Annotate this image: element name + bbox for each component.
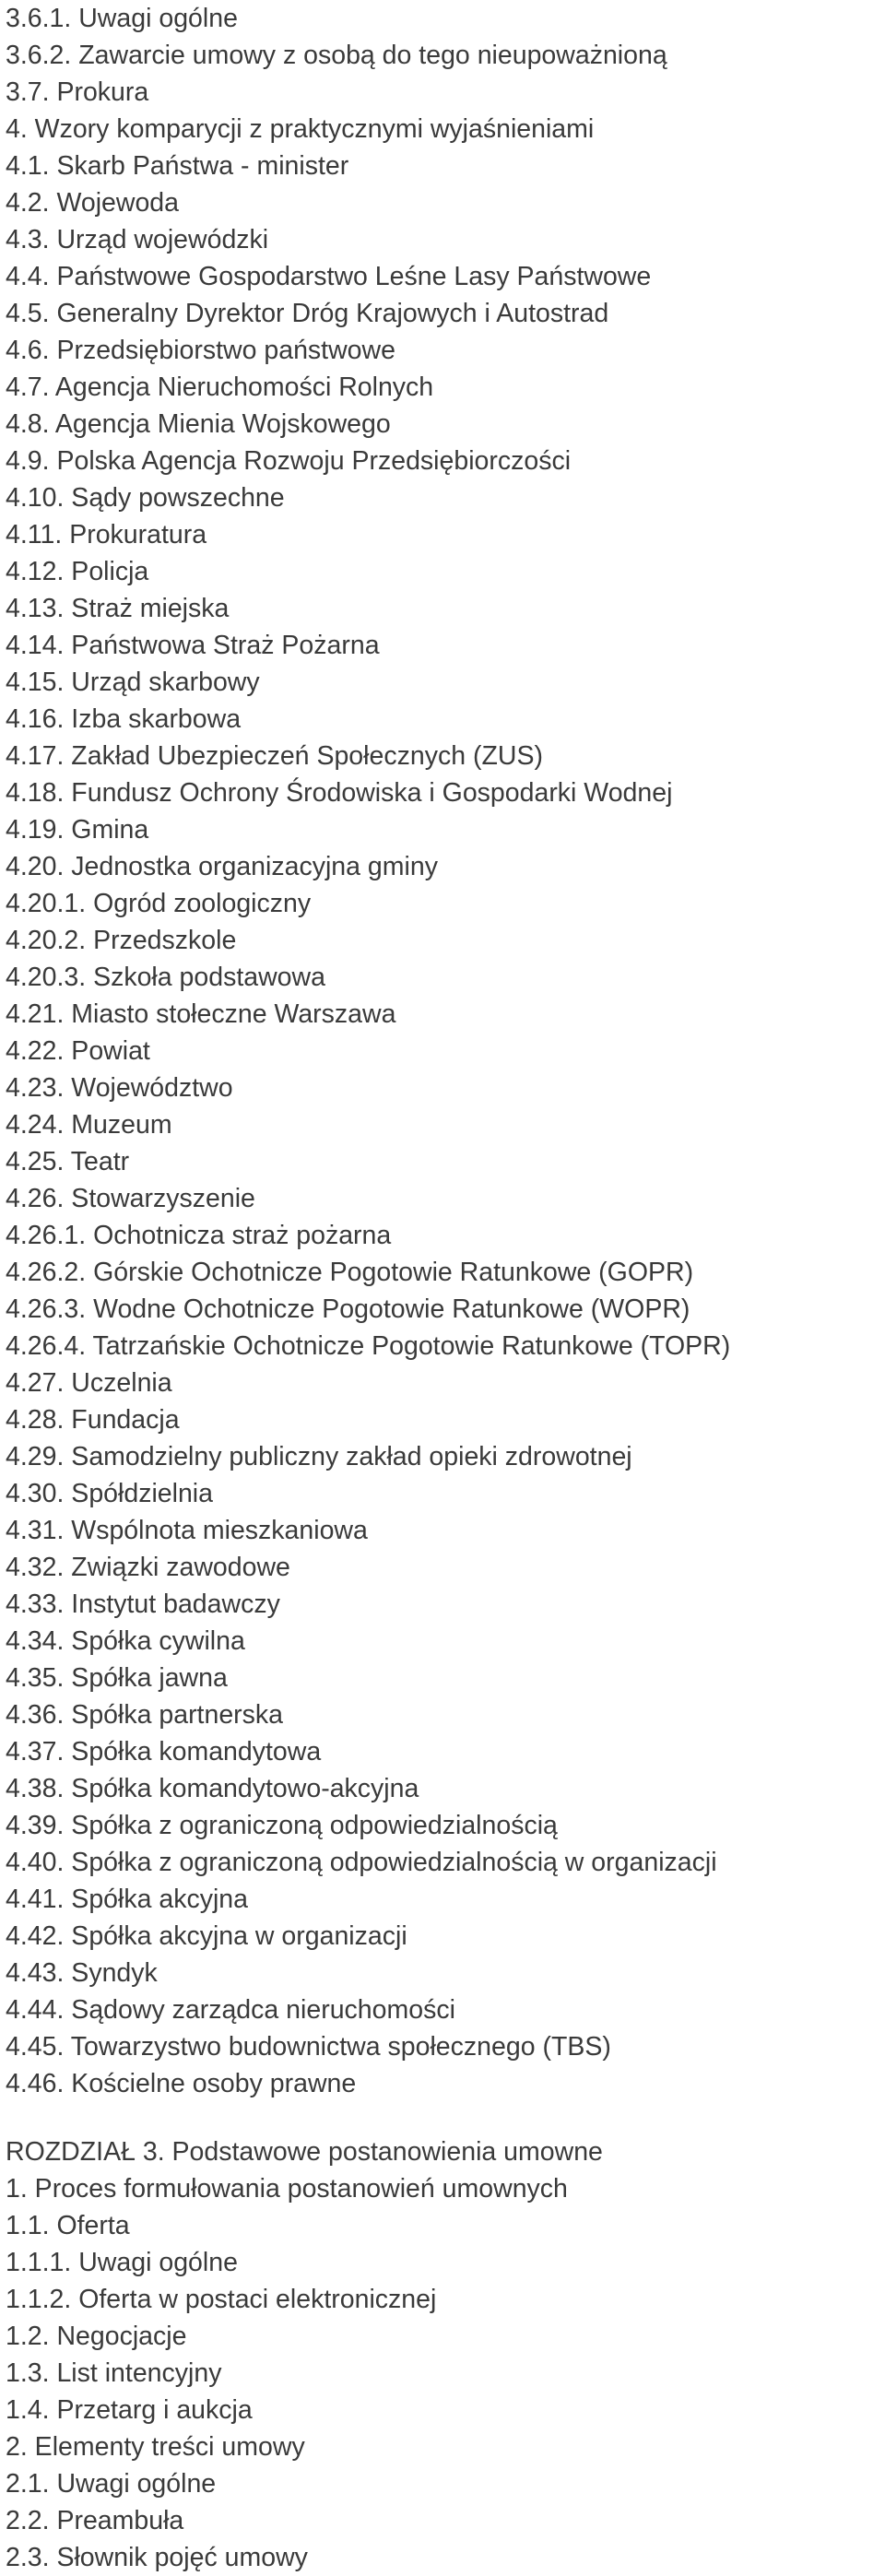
toc-entry: 4.3. Urząd wojewódzki xyxy=(6,225,269,254)
toc-section-rozdzial-3 xyxy=(6,2133,881,2576)
toc-entry: 4.24. Muzeum xyxy=(6,1110,172,1140)
toc-entry: 4.26.1. Ochotnicza straż pożarna xyxy=(6,1221,392,1250)
toc-entry: 2.3. Słownik pojęć umowy xyxy=(6,2543,308,2572)
toc-entry: 4.37. Spółka komandytowa xyxy=(6,1737,322,1767)
toc-entry: 1.1.2. Oferta w postaci elektronicznej xyxy=(6,2285,437,2314)
toc-entry: 4.17. Zakład Ubezpieczeń Społecznych (ZUS) xyxy=(6,741,543,771)
toc-entry: 4.44. Sądowy zarządca nieruchomości xyxy=(6,1995,455,2025)
toc-entry: 4.11. Prokuratura xyxy=(6,520,207,549)
toc-entry: 4.23. Województwo xyxy=(6,1073,233,1103)
table-of-contents xyxy=(6,0,881,2576)
toc-entry: 4.31. Wspólnota mieszkaniowa xyxy=(6,1516,368,1545)
toc-entry: 4.41. Spółka akcyjna xyxy=(6,1885,248,1914)
toc-entry: 4.20.2. Przedszkole xyxy=(6,926,237,955)
toc-entry: 4.20. Jednostka organizacyjna gminy xyxy=(6,852,438,881)
toc-entry: 4.13. Straż miejska xyxy=(6,594,230,623)
toc-entry: 4.22. Powiat xyxy=(6,1036,150,1066)
toc-entry: 4.38. Spółka komandytowo-akcyjna xyxy=(6,1774,419,1803)
toc-entry: 4.43. Syndyk xyxy=(6,1958,158,1988)
toc-entry: 3.6.1. Uwagi ogólne xyxy=(6,4,238,33)
toc-entry: 4.27. Uczelnia xyxy=(6,1368,172,1398)
toc-entry: 3.6.2. Zawarcie umowy z osobą do tego nieupoważnioną xyxy=(6,41,667,70)
toc-entry: 4.12. Policja xyxy=(6,557,149,586)
toc-entry: 4.25. Teatr xyxy=(6,1147,130,1176)
toc-entry: 4.42. Spółka akcyjna w organizacji xyxy=(6,1921,407,1951)
toc-entry: 4.26.3. Wodne Ochotnicze Pogotowie Ratunkowe (WOPR) xyxy=(6,1294,690,1324)
toc-entry: 4.34. Spółka cywilna xyxy=(6,1626,245,1656)
toc-entry: 1. Proces formułowania postanowień umownych xyxy=(6,2174,568,2204)
toc-entry: 2.1. Uwagi ogólne xyxy=(6,2469,217,2499)
toc-entry: 4.2. Wojewoda xyxy=(6,188,180,218)
toc-entry: 4.7. Agencja Nieruchomości Rolnych xyxy=(6,372,434,402)
toc-entry: 1.2. Negocjacje xyxy=(6,2322,187,2351)
toc-entry: 4.15. Urząd skarbowy xyxy=(6,668,260,697)
toc-entry: 4.30. Spółdzielnia xyxy=(6,1479,213,1508)
toc-entry: 4.10. Sądy powszechne xyxy=(6,483,285,513)
toc-entry: 4.40. Spółka z ograniczoną odpowiedzialnością w organizacji xyxy=(6,1848,717,1877)
toc-entry: 4.29. Samodzielny publiczny zakład opieki zdrowotnej xyxy=(6,1442,632,1471)
toc-entry: 4. Wzory komparycji z praktycznymi wyjaśnieniami xyxy=(6,114,595,144)
toc-entry: 1.1.1. Uwagi ogólne xyxy=(6,2248,238,2277)
toc-entry: 4.26.2. Górskie Ochotnicze Pogotowie Ratunkowe (GOPR) xyxy=(6,1258,694,1287)
toc-entry: 4.28. Fundacja xyxy=(6,1405,180,1435)
toc-entry: 4.5. Generalny Dyrektor Dróg Krajowych i Autostrad xyxy=(6,299,609,328)
toc-entry: 4.4. Państwowe Gospodarstwo Leśne Lasy Państwowe xyxy=(6,262,652,291)
toc-entry: 4.35. Spółka jawna xyxy=(6,1663,228,1693)
toc-entry: 1.1. Oferta xyxy=(6,2211,130,2240)
toc-entry: 4.21. Miasto stołeczne Warszawa xyxy=(6,999,396,1029)
toc-entry: 2.2. Preambuła xyxy=(6,2506,184,2535)
toc-entry: 4.36. Spółka partnerska xyxy=(6,1700,284,1730)
toc-entry: 4.16. Izba skarbowa xyxy=(6,704,242,734)
toc-entry: 4.33. Instytut badawczy xyxy=(6,1589,280,1619)
toc-entry: 3.7. Prokura xyxy=(6,77,149,107)
toc-entry: 1.4. Przetarg i aukcja xyxy=(6,2395,253,2425)
toc-entry: ROZDZIAŁ 3. Podstawowe postanowienia umowne xyxy=(6,2137,603,2167)
section-gap xyxy=(6,2102,881,2133)
toc-entry: 4.20.1. Ogród zoologiczny xyxy=(6,889,312,918)
toc-entry: 4.32. Związki zawodowe xyxy=(6,1553,290,1582)
toc-entry: 4.45. Towarzystwo budownictwa społecznego (TBS) xyxy=(6,2032,611,2062)
toc-entry: 2. Elementy treści umowy xyxy=(6,2432,305,2462)
toc-entry: 4.14. Państwowa Straż Pożarna xyxy=(6,631,380,660)
toc-entry: 4.18. Fundusz Ochrony Środowiska i Gospodarki Wodnej xyxy=(6,778,673,808)
toc-entry: 4.20.3. Szkoła podstawowa xyxy=(6,963,325,992)
toc-entry: 4.26. Stowarzyszenie xyxy=(6,1184,255,1213)
toc-entry: 1.3. List intencyjny xyxy=(6,2358,222,2388)
toc-entry: 4.1. Skarb Państwa - minister xyxy=(6,151,349,181)
toc-entry: 4.19. Gmina xyxy=(6,815,149,845)
toc-entry: 4.8. Agencja Mienia Wojskowego xyxy=(6,409,391,439)
toc-entry: 4.46. Kościelne osoby prawne xyxy=(6,2069,357,2098)
toc-section-komparycje xyxy=(6,0,881,2102)
toc-entry: 4.6. Przedsiębiorstwo państwowe xyxy=(6,336,395,365)
toc-entry: 4.26.4. Tatrzańskie Ochotnicze Pogotowie Ratunkowe (TOPR) xyxy=(6,1331,731,1361)
toc-entry: 4.39. Spółka z ograniczoną odpowiedzialnością xyxy=(6,1811,558,1840)
toc-entry: 4.9. Polska Agencja Rozwoju Przedsiębiorczości xyxy=(6,446,572,476)
